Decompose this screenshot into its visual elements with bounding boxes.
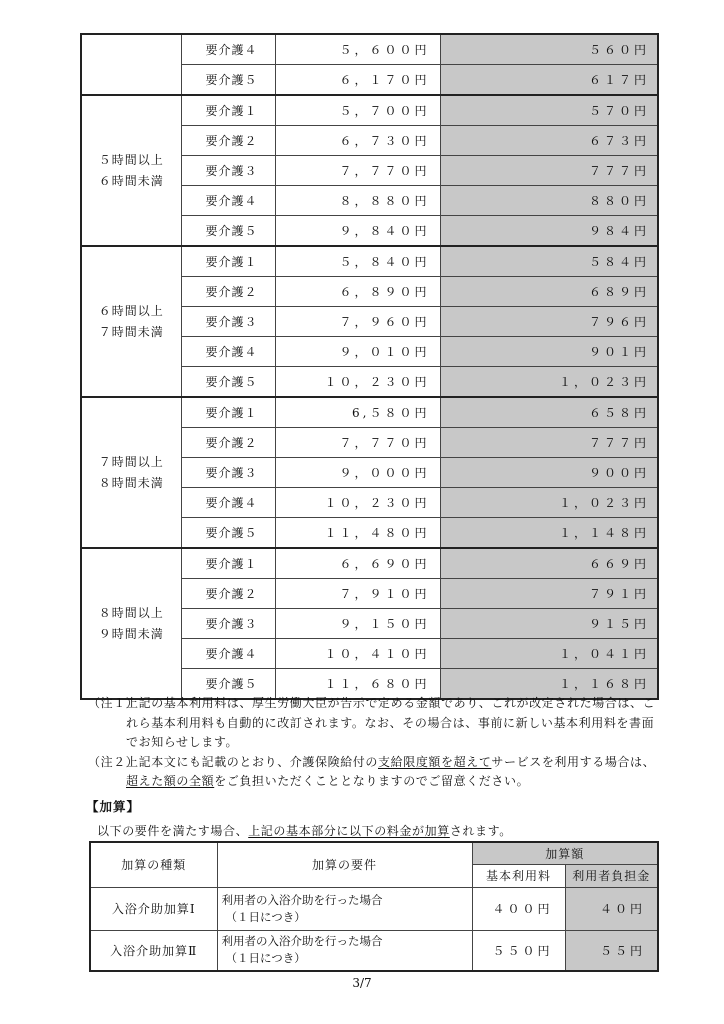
table-row <box>90 930 658 971</box>
user-charge: ７９６円 <box>440 307 658 337</box>
care-level: 要介護１ <box>181 246 275 277</box>
time-band-cell <box>81 95 181 246</box>
base-fee: ７，９１０円 <box>275 579 440 609</box>
header-kind: 加算の種類 <box>90 842 217 887</box>
user-charge: ９００円 <box>440 458 658 488</box>
base-fee: １０，２３０円 <box>275 488 440 518</box>
fee-group <box>81 548 658 699</box>
header-amount: 加算額 <box>472 842 658 864</box>
user-charge: ５６０円 <box>440 34 658 65</box>
user-charge: ９１５円 <box>440 609 658 639</box>
base-fee: ９，０００円 <box>275 458 440 488</box>
addition-requirement <box>217 930 472 971</box>
base-fee: ６，６９０円 <box>275 548 440 579</box>
requirement-text: 利用者の入浴介助を行った場合 <box>221 934 383 949</box>
addition-name: 入浴介助加算Ⅱ <box>90 930 217 971</box>
time-band-from: ７時間以上 <box>98 454 164 469</box>
header-user: 利用者負担金 <box>565 864 658 887</box>
care-level: 要介護４ <box>181 337 275 367</box>
time-band-to: ８時間未満 <box>98 475 164 490</box>
fee-group <box>81 34 658 95</box>
note-number: （注２） <box>88 754 139 769</box>
care-level: 要介護５ <box>181 367 275 398</box>
note-text: 上記本文にも記載のとおり、介護保険給付の <box>126 754 379 769</box>
base-fee: 6,５８０円 <box>275 397 440 428</box>
base-fee: ５，６００円 <box>275 34 440 65</box>
care-level: 要介護４ <box>181 186 275 216</box>
time-band-from: ６時間以上 <box>98 303 164 318</box>
addition-user: ４０円 <box>565 887 658 930</box>
care-level: 要介護４ <box>181 639 275 669</box>
requirement-unit: （１日につき） <box>225 951 306 966</box>
user-charge: ６８９円 <box>440 277 658 307</box>
care-level: 要介護３ <box>181 156 275 186</box>
time-band-to: ９時間未満 <box>98 626 164 641</box>
user-charge: ９８４円 <box>440 216 658 247</box>
user-charge: ６６９円 <box>440 548 658 579</box>
header-requirement: 加算の要件 <box>217 842 472 887</box>
addition-table <box>89 841 659 972</box>
fee-table <box>80 33 659 700</box>
user-charge: １，１４８円 <box>440 518 658 549</box>
base-fee: ５，８４０円 <box>275 246 440 277</box>
base-fee: ７，７７０円 <box>275 428 440 458</box>
user-charge: ７９１円 <box>440 579 658 609</box>
base-fee: ６，１７０円 <box>275 65 440 96</box>
time-band-from: ５時間以上 <box>98 152 164 167</box>
note-1 <box>88 694 658 753</box>
requirement-unit: （１日につき） <box>225 909 306 924</box>
user-charge: １，０２３円 <box>440 488 658 518</box>
fee-group <box>81 246 658 397</box>
table-row <box>81 95 658 126</box>
care-level: 要介護５ <box>181 518 275 549</box>
note-text: をご負担いただくこととなりますのでご留意ください。 <box>214 774 530 788</box>
addition-requirement <box>217 887 472 930</box>
table-row <box>81 246 658 277</box>
base-fee: ９，８４０円 <box>275 216 440 247</box>
base-fee: ６，７３０円 <box>275 126 440 156</box>
user-charge: ９０１円 <box>440 337 658 367</box>
base-fee: ７，９６０円 <box>275 307 440 337</box>
base-fee: １１，４８０円 <box>275 518 440 549</box>
note-text: サービスを利用する場合は、 <box>491 754 656 769</box>
time-band-cell <box>81 548 181 699</box>
user-charge: ５７０円 <box>440 95 658 126</box>
fee-group <box>81 397 658 548</box>
user-charge: ８８０円 <box>440 186 658 216</box>
time-band-cell <box>81 34 181 95</box>
addition-base: ４００円 <box>472 887 565 930</box>
page-number: 3/7 <box>352 976 372 990</box>
section-title: 【加算】 <box>86 799 141 814</box>
care-level: 要介護５ <box>181 65 275 96</box>
base-fee: ９，１５０円 <box>275 609 440 639</box>
base-fee: ７，７７０円 <box>275 156 440 186</box>
care-level: 要介護５ <box>181 669 275 700</box>
section-intro <box>97 822 512 839</box>
user-charge: ７７７円 <box>440 428 658 458</box>
base-fee: ５，７００円 <box>275 95 440 126</box>
base-fee: １０，２３０円 <box>275 367 440 398</box>
time-band-from: ８時間以上 <box>98 605 164 620</box>
addition-name: 入浴介助加算Ⅰ <box>90 887 217 930</box>
care-level: 要介護４ <box>181 34 275 65</box>
user-charge: １，０２３円 <box>440 367 658 398</box>
intro-text: 以下の要件を満たす場合、 <box>97 824 249 838</box>
user-charge: ６５８円 <box>440 397 658 428</box>
fee-group <box>81 95 658 246</box>
note-text: 上記の基本利用料は、厚生労働大臣が告示で定める金額であり、これが改定された場合は、これら基本利用料も自動的に改訂されます。なお、その場合は、事前に新しい基本利用料を書面でお知らせします。 <box>126 696 656 749</box>
note-number: （注１） <box>88 696 139 710</box>
user-charge: ６７３円 <box>440 126 658 156</box>
care-level: 要介護２ <box>181 579 275 609</box>
base-fee: ８，８８０円 <box>275 186 440 216</box>
base-fee: ９，０１０円 <box>275 337 440 367</box>
care-level: 要介護４ <box>181 488 275 518</box>
note-2 <box>88 753 658 792</box>
care-level: 要介護１ <box>181 548 275 579</box>
base-fee: １０，４１０円 <box>275 639 440 669</box>
care-level: 要介護２ <box>181 126 275 156</box>
time-band-cell <box>81 397 181 548</box>
care-level: 要介護２ <box>181 277 275 307</box>
care-level: 要介護５ <box>181 216 275 247</box>
base-fee: １１，６８０円 <box>275 669 440 700</box>
table-row <box>90 887 658 930</box>
intro-emphasis: 上記の基本部分に以下の料金が加算 <box>248 824 450 838</box>
note-emphasis: 支給限度額を超えて <box>378 754 492 769</box>
time-band-to: ６時間未満 <box>98 173 164 188</box>
user-charge: １，０４１円 <box>440 639 658 669</box>
care-level: 要介護３ <box>181 609 275 639</box>
table-row <box>81 397 658 428</box>
care-level: 要介護１ <box>181 397 275 428</box>
user-charge: ５８４円 <box>440 246 658 277</box>
table-row <box>81 34 658 65</box>
intro-text: されます。 <box>449 824 512 838</box>
header-base: 基本利用料 <box>472 864 565 887</box>
base-fee: ６，８９０円 <box>275 277 440 307</box>
care-level: 要介護３ <box>181 307 275 337</box>
user-charge: ６１７円 <box>440 65 658 96</box>
time-band-to: ７時間未満 <box>98 324 164 339</box>
notes <box>88 694 658 792</box>
care-level: 要介護１ <box>181 95 275 126</box>
requirement-text: 利用者の入浴介助を行った場合 <box>221 892 383 907</box>
addition-user: ５５円 <box>565 930 658 971</box>
care-level: 要介護２ <box>181 428 275 458</box>
care-level: 要介護３ <box>181 458 275 488</box>
note-emphasis: 超えた額の全額 <box>126 774 215 788</box>
user-charge: ７７７円 <box>440 156 658 186</box>
table-row <box>81 548 658 579</box>
time-band-cell <box>81 246 181 397</box>
user-charge: １，１６８円 <box>440 669 658 700</box>
table-header-row <box>90 842 658 864</box>
addition-base: ５５０円 <box>472 930 565 971</box>
